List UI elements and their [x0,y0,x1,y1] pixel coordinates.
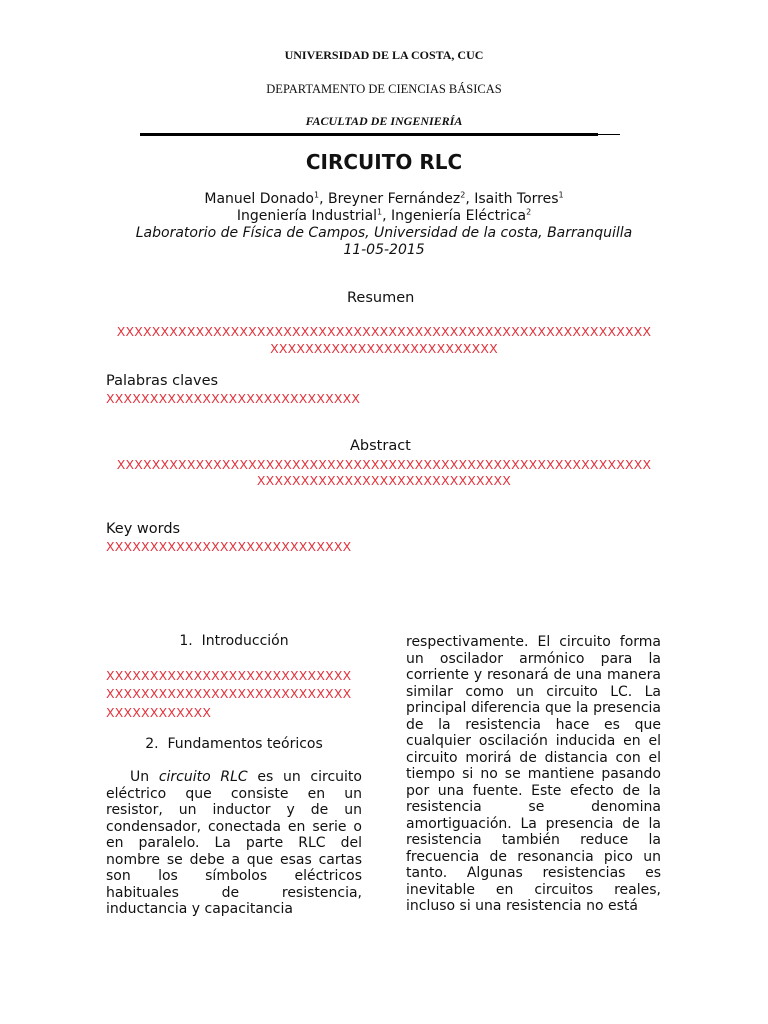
fundamentos-text-start: Un [130,769,159,785]
lab-affiliation: Laboratorio de Física de Campos, Universidad de la costa, Barranquilla [135,225,633,241]
palabras-claves-heading: Palabras claves [106,373,219,389]
header-rule-tail [598,134,620,135]
author-1-affiliation: 1 [313,190,320,200]
section-1-heading: 1. Introducción [179,633,289,649]
department-name: DEPARTAMENTO DE CIENCIAS BÁSICAS [266,82,502,96]
author-1: Manuel Donado [204,191,314,207]
abstract-text-line-2: XXXXXXXXXXXXXXXXXXXXXXXXXXXXX [256,473,512,488]
paper-title: CIRCUITO RLC [305,150,463,174]
fundamentos-term: circuito RLC [158,769,248,785]
resumen-heading: Resumen [347,290,415,306]
right-column-paragraph [406,634,661,915]
program-list [0,207,768,225]
program-1-marker: 1 [377,207,383,217]
section-2-heading: 2. Fundamentos teóricos [145,736,323,752]
abstract-heading: Abstract [350,438,411,454]
author-2-affiliation: 2 [460,190,466,200]
intro-text-line-3: XXXXXXXXXXXX [106,705,212,720]
intro-text-line-2: XXXXXXXXXXXXXXXXXXXXXXXXXXXX [106,686,352,701]
header-rule [140,133,598,136]
palabras-claves-text: XXXXXXXXXXXXXXXXXXXXXXXXXXXXX [106,391,361,406]
program-1: Ingeniería Industrial [236,208,378,224]
resumen-text-line-2: XXXXXXXXXXXXXXXXXXXXXXXXXX [270,341,498,356]
program-2: , Ingeniería Eléctrica [382,208,527,224]
fundamentos-paragraph [106,769,362,918]
author-2: , Breyner Fernández [319,191,461,207]
key-words-heading: Key words [106,521,181,537]
abstract-text-line-1: XXXXXXXXXXXXXXXXXXXXXXXXXXXXXXXXXXXXXXXXXXXXXXXXXXXXXXXXXXXXX [116,457,652,472]
faculty-name: FACULTAD DE INGENIERÍA [305,114,463,128]
author-list [0,190,768,208]
program-2-marker: 2 [526,207,532,217]
university-name: UNIVERSIDAD DE LA COSTA, CUC [284,48,484,62]
key-words-text: XXXXXXXXXXXXXXXXXXXXXXXXXXXX [106,539,352,554]
right-column-text: respectivamente. El circuito forma un oscilador armónico para la corriente y resonará de una manera similar como un circuito LC. La principal diferencia que la presencia de la resistencia hace es que cualquier oscilación inducida en el circuito morirá de distancia con el tiempo si no se mantiene pasando por una fuente. Este efecto de la resistencia se denomina amortiguación. La presencia de la resistencia también reduce la frecuencia de resonancia pico un tanto. Algunas resistencias es inevitable en circuitos reales, incluso si una resistencia no está [406,634,661,914]
paper-date: 11-05-2015 [343,242,425,258]
author-3: , Isaith Torres [465,191,559,207]
resumen-text-line-1: XXXXXXXXXXXXXXXXXXXXXXXXXXXXXXXXXXXXXXXXXXXXXXXXXXXXXXXXXXXXX [116,324,652,339]
author-3-affiliation: 1 [558,190,564,200]
intro-text-line-1: XXXXXXXXXXXXXXXXXXXXXXXXXXXX [106,668,352,683]
fundamentos-text-rest: es un circuito eléctrico que consiste en un resistor, un inductor y de un condensador, conectada en serie o en paralelo. La parte RLC del nombre se debe a que esas cartas son los símbolos eléctricos habituales de resistencia, inductancia y capacitancia [106,769,362,917]
